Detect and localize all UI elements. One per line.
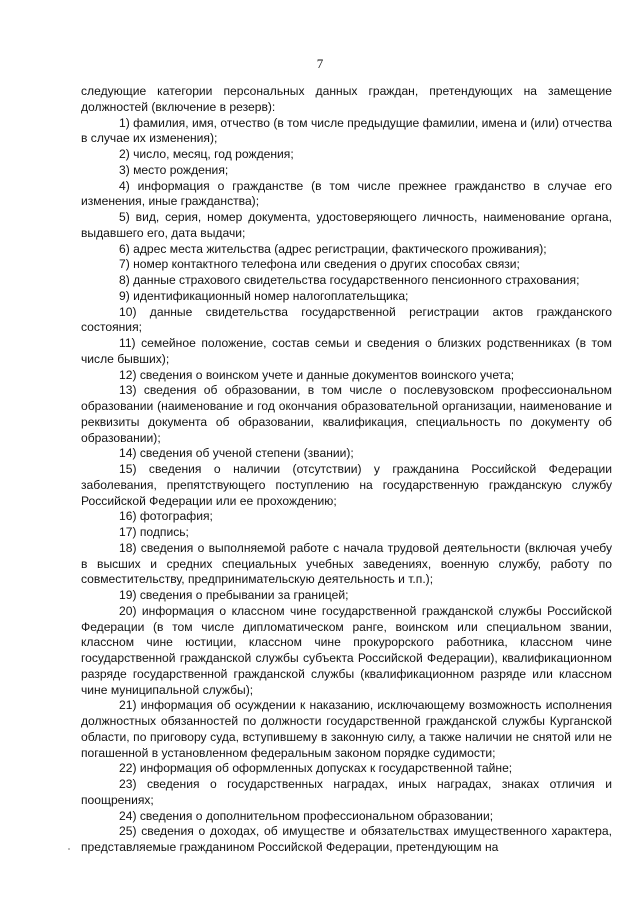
list-item: 25) сведения о доходах, об имуществе и обязательствах имущественного характера, представляемые гражданином Российской Федерации, претендующим на	[81, 824, 612, 854]
list-item: 16) фотография;	[119, 509, 213, 524]
list-item: 21) информация об осуждении к наказанию, исключающему возможность исполнения должностных обязанностей по должности государственной гражданской службы Курганской области, по приговору суда, вступившему в законную силу, а также наличии не снятой или не погашенной в установленном федеральным законом порядке судимости;	[81, 698, 612, 760]
list-item: 5) вид, серия, номер документа, удостоверяющего личность, наименование органа, выдавшего его, дата выдачи;	[81, 210, 612, 240]
intro-paragraph: следующие категории персональных данных граждан, претендующих на замещение должностей (включение в резерв):	[81, 84, 612, 114]
list-item: 4) информация о гражданстве (в том числе прежнее гражданство в случае его изменения, иные гражданства);	[81, 178, 612, 209]
list-item: 10) данные свидетельства государственной регистрации актов гражданского состояния;	[81, 304, 612, 335]
list-item: 7) номер контактного телефона или сведения о других способах связи;	[119, 257, 520, 272]
list-item: 20) информация о классном чине государственной гражданской службы Российской Федерации (в том числе дипломатическом ранге, воинском или специальном звании, классном чине юстиции, классном чине прокурорского работника, классном чине государственной гражданской службы субъекта Российской Федерации), квалификационном разряде государственной гражданской службы (квалификационном разряде или классном чине муниципальной службы);	[81, 603, 612, 697]
list-item: 18) сведения о выполняемой работе с начала трудовой деятельности (включая учебу в высших и средних специальных учебных заведениях, военную службу, работу по совместительству, предпринимательскую деятельность и т.п.);	[81, 540, 612, 587]
list-item: 6) адрес места жительства (адрес регистрации, фактического проживания);	[119, 241, 547, 256]
list-item: 2) число, месяц, год рождения;	[119, 147, 294, 161]
list-item: 15) сведения о наличии (отсутствии) у гражданина Российской Федерации заболевания, препятствующего поступлению на государственную гражданскую службу Российской Федерации или ее прохождению;	[81, 462, 612, 508]
document-body	[81, 84, 612, 856]
list-item: 13) сведения об образовании, в том числе о послевузовском профессиональном образовании (наименование и год окончания образовательной организации, наименование и реквизиты документа об образовании, квалификация, специальность по документу об образовании);	[81, 383, 612, 445]
list-item: 19) сведения о пребывании за границей;	[119, 588, 349, 602]
list-item: 22) информация об оформленных допусках к государственной тайне;	[119, 761, 513, 776]
list-item: 23) сведения о государственных наградах, иных наградах, знаках отличия и поощрениях;	[81, 777, 612, 807]
list-item: 11) семейное положение, состав семьи и сведения о близких родственниках (в том числе бывших);	[81, 336, 612, 366]
list-item: 24) сведения о дополнительном профессиональном образовании;	[119, 808, 494, 823]
list-item: 3) место рождения;	[119, 162, 229, 177]
list-item: 12) сведения о воинском учете и данные документов воинского учета;	[119, 367, 515, 382]
page-number: 7	[316, 56, 324, 71]
list-item: 1) фамилия, имя, отчество (в том числе предыдущие фамилии, имена и (или) отчества в случае их изменения);	[81, 115, 612, 146]
list-item: 14) сведения об ученой степени (звании);	[119, 446, 354, 461]
list-item: 17) подпись;	[119, 525, 189, 539]
list-item: 9) идентификационный номер налогоплательщика;	[119, 288, 409, 303]
category-list	[81, 116, 612, 856]
scan-speck	[68, 848, 70, 850]
list-item: 8) данные страхового свидетельства государственного пенсионного страхования;	[119, 273, 580, 287]
